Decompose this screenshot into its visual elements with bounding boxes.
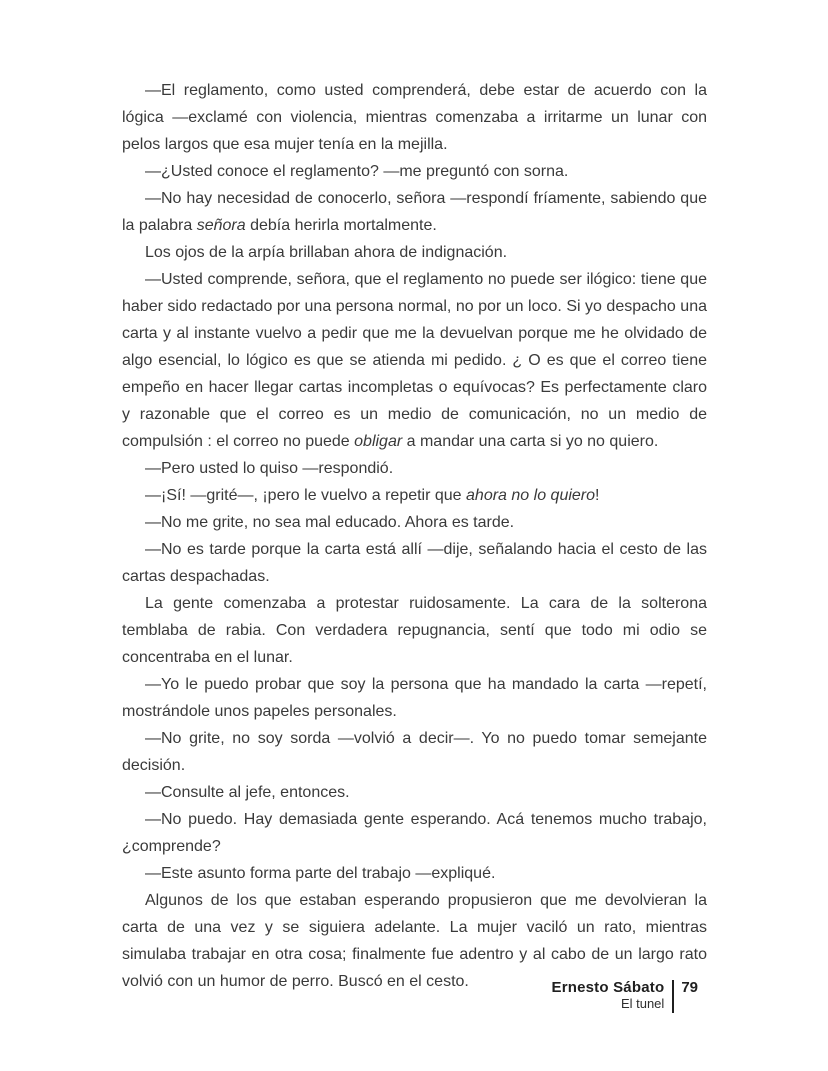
book-title: El tunel (620, 996, 665, 1011)
paragraph: —No es tarde porque la carta está allí —dije, señalando hacia el cesto de las cartas despachadas. (122, 541, 707, 585)
paragraph: —Este asunto forma parte del trabajo —expliqué. (145, 865, 496, 882)
paragraph: —Pero usted lo quiso —respondió. (145, 460, 394, 477)
paragraph: —No puedo. Hay demasiada gente esperando. Acá tenemos mucho trabajo, ¿comprende? (122, 811, 707, 855)
page-number: 79 (681, 979, 698, 996)
paragraph: —Consulte al jefe, entonces. (145, 784, 350, 801)
paragraph: —No grite, no soy sorda —volvió a decir—. Yo no puedo tomar semejante decisión. (122, 730, 707, 774)
paragraph: —Yo le puedo probar que soy la persona que ha mandado la carta —repetí, mostrándole unos papeles personales. (122, 676, 707, 720)
author-name: Ernesto Sábato (551, 979, 665, 996)
footer-titles (551, 980, 672, 1011)
paragraph: —¡Sí! —grité—, ¡pero le vuelvo a repetir que ahora no lo quiero! (145, 487, 600, 504)
paragraph: Los ojos de la arpía brillaban ahora de indignación. (145, 244, 508, 261)
paragraph: La gente comenzaba a protestar ruidosamente. La cara de la solterona temblaba de rabia. Con verdadera repugnancia, sentí que todo mi odio se concentraba en el lunar. (122, 595, 707, 666)
paragraph: Algunos de los que estaban esperando propusieron que me devolvieran la carta de una vez y se siguiera adelante. La mujer vaciló un rato, mientras simulaba trabajar en otra cosa; finalmente fue adentro y al cabo de un largo rato volvió con un humor de perro. Buscó en el cesto. (122, 892, 707, 990)
page-body (122, 77, 707, 995)
paragraph: —¿Usted conoce el reglamento? —me preguntó con sorna. (145, 163, 569, 180)
paragraph: —El reglamento, como usted comprenderá, debe estar de acuerdo con la lógica —exclamé con violencia, mientras comenzaba a irritarme un lunar con pelos largos que esa mujer tenía en la mejilla. (122, 82, 707, 153)
paragraph: —No me grite, no sea mal educado. Ahora es tarde. (145, 514, 515, 531)
italic-run: obligar (354, 433, 403, 450)
italic-run: señora (196, 217, 246, 234)
page-footer (551, 980, 698, 1013)
paragraph: —Usted comprende, señora, que el reglamento no puede ser ilógico: tiene que haber sido redactado por una persona normal, no por un loco. Si yo despacho una carta y al instante vuelvo a pedir que me la devuelvan porque me he olvidado de algo esencial, lo lógico es que se atienda mi pedido. ¿ O es que el correo tiene empeño en hacer llegar cartas incompletas o equívocas? Es perfectamente claro y razonable que el correo es un medio de comunicación, no un medio de compulsión : el correo no puede obligar a mandar una carta si yo no quiero. (122, 271, 707, 450)
italic-run: ahora no lo quiero (466, 487, 596, 504)
paragraph: —No hay necesidad de conocerlo, señora —respondí fríamente, sabiendo que la palabra señora debía herirla mortalmente. (122, 190, 707, 234)
